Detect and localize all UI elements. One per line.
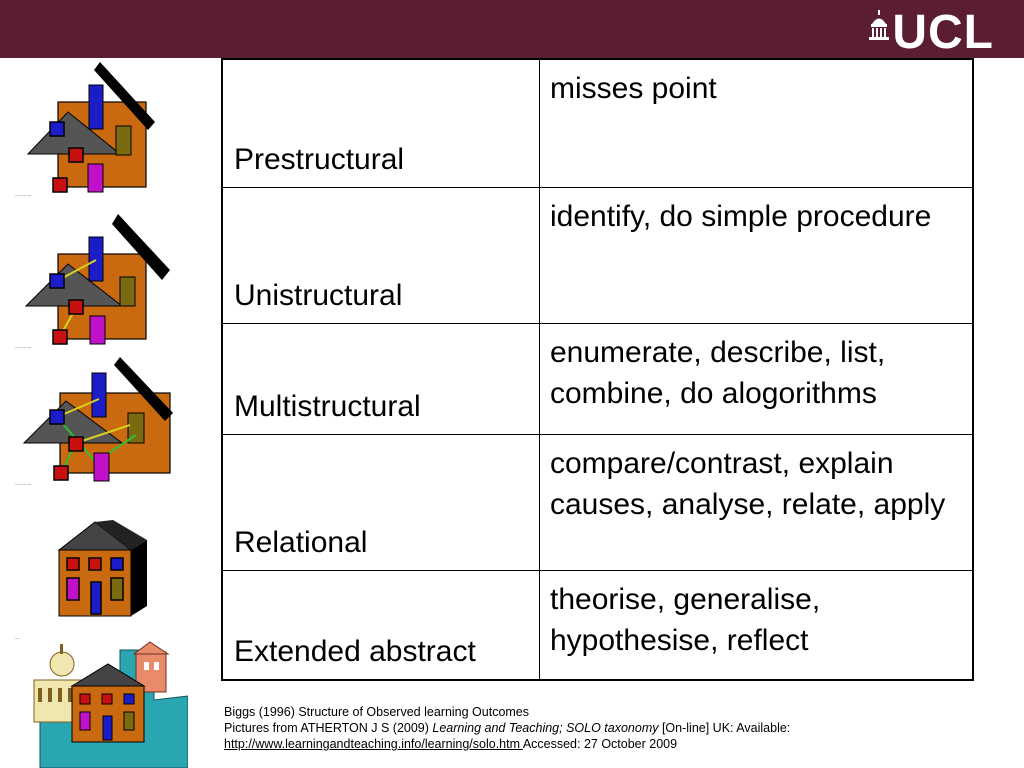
citation-suffix: [On-line] UK: Available:	[658, 721, 791, 735]
picture-caption: ····	[15, 636, 21, 641]
level-cell	[222, 187, 540, 323]
ucl-dome-icon	[868, 10, 890, 48]
table-row	[222, 434, 973, 570]
level-prestructural: Prestructural	[234, 142, 405, 176]
verbs-relational: compare/contrast, explain causes, analyse, relate, apply	[550, 446, 946, 521]
level-relational: Relational	[234, 525, 368, 559]
citation-line-1: Biggs (1996) Structure of Observed learning Outcomes	[224, 705, 530, 719]
scattered-house-parts-icon	[10, 58, 160, 198]
verbs-prestructural: misses point	[550, 72, 717, 105]
verbs-cell	[540, 187, 974, 323]
table-row	[222, 187, 973, 323]
verbs-cell	[540, 323, 974, 434]
table-row	[222, 59, 973, 187]
level-cell	[222, 434, 540, 570]
verbs-cell	[540, 570, 974, 680]
citation-title: Learning and Teaching; SOLO taxonomy	[432, 721, 659, 735]
citation-accessed: Accessed: 27 October 2009	[522, 737, 678, 751]
citation-prefix: Pictures from ATHERTON J S (2009)	[224, 721, 433, 735]
ucl-logo-text: UCL	[892, 6, 994, 59]
verbs-unistructural: identify, do simple procedure	[550, 199, 932, 233]
solo-taxonomy-table	[221, 58, 974, 681]
verbs-multistructural: enumerate, describe, list, combine, do alogorithms	[550, 335, 886, 410]
table-row	[222, 570, 973, 680]
table-row	[222, 323, 973, 434]
level-cell	[222, 323, 540, 434]
multi-linked-house-parts-icon	[10, 355, 175, 485]
citation-line-3	[224, 736, 1004, 752]
complete-house-icon	[55, 520, 150, 620]
verbs-cell	[540, 59, 974, 187]
citation-url-link[interactable]: http://www.learningandteaching.info/learning/solo.htm	[224, 737, 523, 751]
level-extended-abstract: Extended abstract	[234, 635, 476, 668]
town-icon	[28, 640, 188, 768]
level-unistructural: Unistructural	[234, 278, 403, 312]
picture-caption: ·············	[15, 345, 32, 350]
picture-caption: ·············	[15, 193, 32, 198]
citation-line-2	[224, 720, 1004, 736]
level-cell	[222, 59, 540, 187]
citation	[224, 704, 1004, 752]
linked-house-parts-icon	[10, 212, 170, 352]
header-banner	[0, 0, 1024, 58]
level-cell	[222, 570, 540, 680]
verbs-extended-abstract: theorise, generalise, hypothesise, reflect	[550, 582, 821, 657]
level-multistructural: Multistructural	[234, 389, 421, 423]
picture-caption: ·············	[15, 482, 32, 487]
verbs-cell	[540, 434, 974, 570]
ucl-logo	[868, 6, 994, 59]
